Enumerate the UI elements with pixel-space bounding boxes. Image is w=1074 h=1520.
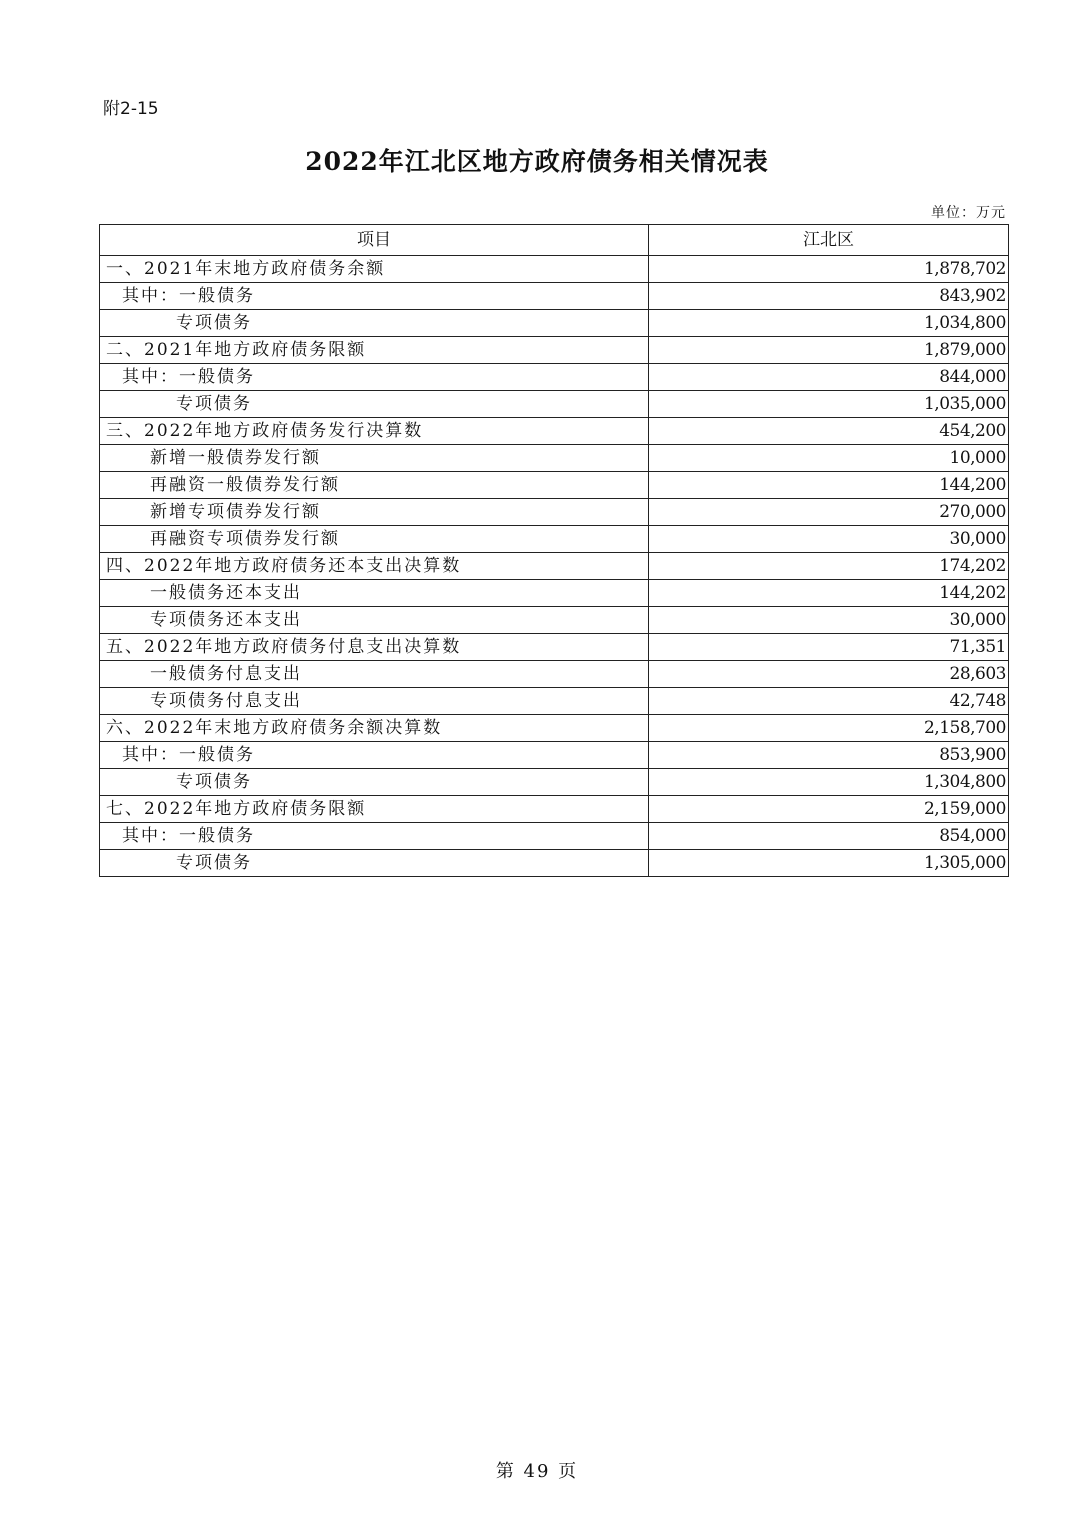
row-label: 一般债务还本支出 [100,580,649,607]
table-header-row [100,225,1009,256]
row-label: 一般债务付息支出 [100,661,649,688]
row-label: 其中：一般债务 [100,742,649,769]
row-value: 1,035,000 [649,391,1009,418]
row-label: 再融资一般债券发行额 [100,472,649,499]
row-value: 1,034,800 [649,310,1009,337]
page-title: 2022年江北区地方政府债务相关情况表 [305,147,769,176]
row-value: 270,000 [649,499,1009,526]
table-row [100,634,1009,661]
table-row [100,310,1009,337]
row-value: 1,878,702 [649,256,1009,283]
table-row [100,850,1009,877]
row-value: 854,000 [649,823,1009,850]
row-value: 30,000 [649,526,1009,553]
row-value: 844,000 [649,364,1009,391]
row-value: 28,603 [649,661,1009,688]
row-label: 其中：一般债务 [100,283,649,310]
table-row [100,418,1009,445]
row-value: 42,748 [649,688,1009,715]
row-label: 专项债务 [100,391,649,418]
attachment-label: 附2-15 [103,99,159,119]
page-number: 第 49 页 [495,1461,579,1482]
table-row [100,607,1009,634]
row-value: 174,202 [649,553,1009,580]
row-label: 二、2021年地方政府债务限额 [100,337,649,364]
header-district: 江北区 [649,225,1009,256]
table-row [100,823,1009,850]
table-row [100,715,1009,742]
table-row [100,256,1009,283]
table-row [100,769,1009,796]
row-value: 843,902 [649,283,1009,310]
row-value: 144,200 [649,472,1009,499]
table-row [100,391,1009,418]
header-item: 项目 [100,225,649,256]
table-row [100,796,1009,823]
row-label: 其中：一般债务 [100,823,649,850]
table-row [100,526,1009,553]
table-row [100,688,1009,715]
table-row [100,580,1009,607]
table-row [100,364,1009,391]
row-value: 454,200 [649,418,1009,445]
row-label: 七、2022年地方政府债务限额 [100,796,649,823]
table-row [100,499,1009,526]
row-value: 2,158,700 [649,715,1009,742]
row-value: 71,351 [649,634,1009,661]
table-row [100,742,1009,769]
table-row [100,337,1009,364]
unit-label: 单位：万元 [931,205,1006,221]
row-label: 四、2022年地方政府债务还本支出决算数 [100,553,649,580]
row-value: 1,879,000 [649,337,1009,364]
row-value: 2,159,000 [649,796,1009,823]
row-label: 一、2021年末地方政府债务余额 [100,256,649,283]
row-label: 新增专项债券发行额 [100,499,649,526]
table-row [100,283,1009,310]
row-label: 专项债务 [100,310,649,337]
table-row [100,472,1009,499]
row-label: 专项债务 [100,850,649,877]
row-label: 五、2022年地方政府债务付息支出决算数 [100,634,649,661]
row-value: 1,305,000 [649,850,1009,877]
table-row [100,661,1009,688]
debt-table [99,224,1009,877]
table-row [100,445,1009,472]
row-label: 三、2022年地方政府债务发行决算数 [100,418,649,445]
row-label: 六、2022年末地方政府债务余额决算数 [100,715,649,742]
row-value: 853,900 [649,742,1009,769]
row-label: 再融资专项债券发行额 [100,526,649,553]
row-value: 10,000 [649,445,1009,472]
row-label: 专项债务 [100,769,649,796]
row-label: 专项债务还本支出 [100,607,649,634]
row-value: 1,304,800 [649,769,1009,796]
row-value: 144,202 [649,580,1009,607]
row-label: 其中：一般债务 [100,364,649,391]
row-value: 30,000 [649,607,1009,634]
row-label: 新增一般债券发行额 [100,445,649,472]
row-label: 专项债务付息支出 [100,688,649,715]
table-row [100,553,1009,580]
